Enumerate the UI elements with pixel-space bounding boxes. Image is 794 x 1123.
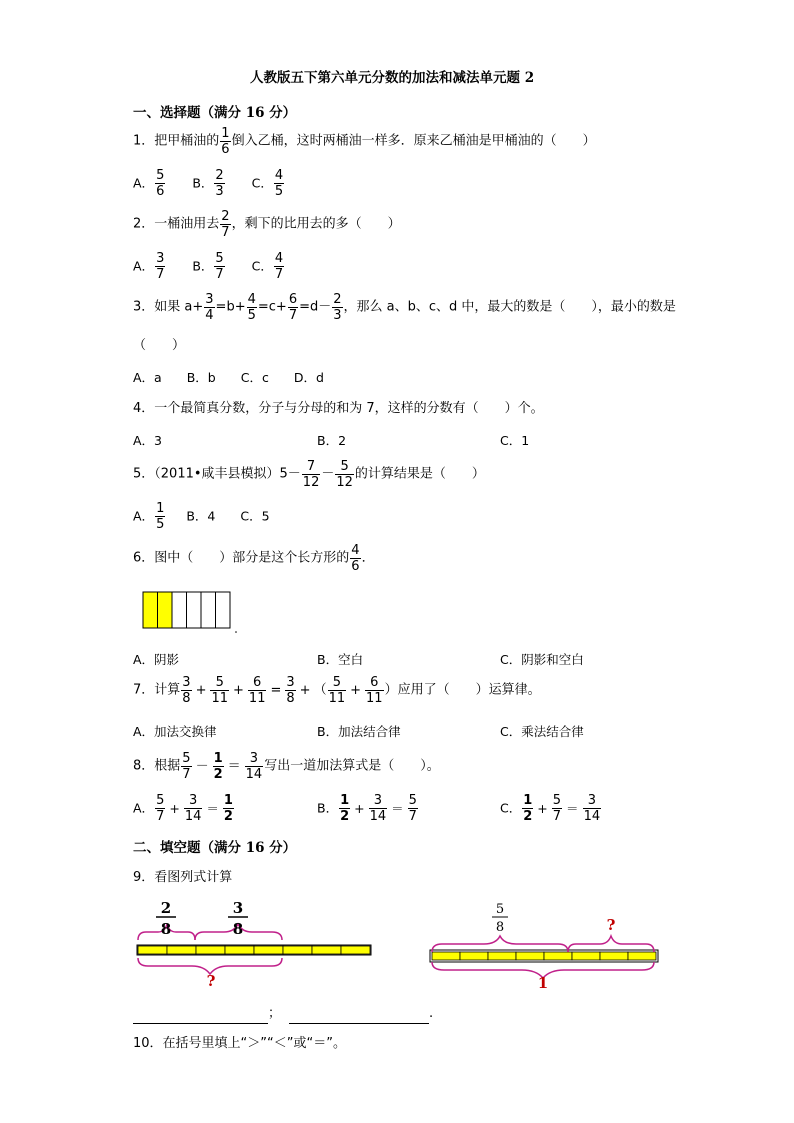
bar-cell <box>628 952 656 960</box>
figure-dot <box>235 631 237 633</box>
bar-cell <box>312 946 341 954</box>
label-five-eighths-num: 5 <box>495 902 505 917</box>
question-8-option-a: A． $\frac{5}{7}$ + $\frac{3}{14}$ ＝ $\frac{1}{2}$ <box>133 793 233 824</box>
label-three-eighths-den: 8 <box>232 920 244 938</box>
rectangle-cell-shaded <box>158 592 173 628</box>
bar-diagram-right <box>426 900 662 992</box>
question-7-option-c: C．乘法结合律 <box>500 724 584 739</box>
answer-blank-2[interactable] <box>289 1023 429 1024</box>
question-5: 5．（2011•咸丰县模拟）5－ $\frac{7}{12}$ － $\frac{5}{12}$ 的计算结果是（ ） <box>133 459 485 490</box>
label-five-eighths-den: 8 <box>495 920 505 935</box>
question-mark-right: ? <box>606 916 616 934</box>
question-7-option-b: B．加法结合律 <box>317 724 401 739</box>
bar-cell <box>138 946 167 954</box>
rectangle-cell-blank <box>187 592 202 628</box>
rectangle-svg <box>142 591 242 633</box>
rectangle-cell-shaded <box>143 592 158 628</box>
bar-left-cells <box>137 945 371 955</box>
answer-end: . <box>429 1006 434 1021</box>
rectangle-figure <box>142 591 230 628</box>
bar-cell <box>432 952 460 960</box>
label-two-eighths-num: 2 <box>160 899 172 917</box>
rectangle-cell-blank <box>201 592 216 628</box>
page-title: 人教版五下第六单元分数的加法和减法单元题 2 <box>250 70 535 86</box>
question-1: 1．把甲桶油的 $\frac{1}{6}$ 倒入乙桶，这时两桶油一样多．原来乙桶油是甲桶油的（ ） <box>133 126 596 157</box>
question-1-options: A． $\frac{5}{6}$ B． $\frac{2}{3}$ C． $\frac{4}{5}$ <box>133 168 284 199</box>
bar-cell <box>488 952 516 960</box>
question-4-option-a: A．3 <box>133 433 163 448</box>
question-2: 2．一桶油用去 $\frac{2}{7}$ ，剩下的比用去的多（ ） <box>133 209 401 240</box>
question-4: 4．一个最简真分数，分子与分母的和为 7，这样的分数有（ ）个。 <box>133 401 544 416</box>
question-9: 9．看图列式计算 <box>133 870 233 885</box>
bar-cell <box>544 952 572 960</box>
question-7: 7．计算 $\frac{3}{8}$ + $\frac{5}{11}$ + $\frac{6}{11}$ = $\frac{3}{8}$ + （ $\frac{5}{11}$ + $\frac{6}{11}$ ）应用了（ ）运算律。 <box>133 675 541 706</box>
question-7-option-a: A．加法交换律 <box>133 724 217 739</box>
question-2-options: A． $\frac{3}{7}$ B． $\frac{5}{7}$ C． $\frac{4}{7}$ <box>133 251 284 282</box>
label-three-eighths-num: 3 <box>232 899 244 917</box>
bar-cell <box>254 946 283 954</box>
question-6-option-a: A．阴影 <box>133 652 180 667</box>
question-8-option-c: C． $\frac{1}{2}$ + $\frac{5}{7}$ ＝ $\frac{3}{14}$ <box>500 793 601 824</box>
bar-cell <box>167 946 196 954</box>
question-3: 3．如果 a+ $\frac{3}{4}$ =b+ $\frac{4}{5}$ =c+ $\frac{6}{7}$ =d－ $\frac{2}{3}$ ，那么 a、b、c、d 中，最大的数是（ ），最小的数是 <box>133 292 676 323</box>
bar-diagram-left-svg <box>130 896 380 992</box>
question-5-options: A． $\frac{1}{5}$ B．4 C．5 <box>133 501 270 532</box>
bar-cell <box>225 946 254 954</box>
bar-cell <box>341 946 370 954</box>
question-8: 8．根据 $\frac{5}{7}$ － $\frac{1}{2}$ ＝ $\frac{3}{14}$ 写出一道加法算式是（ ）。 <box>133 751 440 782</box>
bar-cell <box>196 946 225 954</box>
question-mark-left: ? <box>206 972 216 990</box>
bar-cell <box>516 952 544 960</box>
answer-blank-1[interactable] <box>133 1023 268 1024</box>
question-4-option-b: B．2 <box>317 433 347 448</box>
rectangle-cell-blank <box>216 592 231 628</box>
label-total-one: 1 <box>537 974 549 992</box>
section-heading-fill: 二、填空题（满分 16 分） <box>133 840 297 856</box>
question-8-option-b: B． $\frac{1}{2}$ + $\frac{3}{14}$ ＝ $\frac{5}{7}$ <box>317 793 417 824</box>
question-4-option-c: C．1 <box>500 433 530 448</box>
question-3-continued: （ ） <box>133 338 186 353</box>
bar-cell <box>283 946 312 954</box>
question-6-option-c: C．阴影和空白 <box>500 652 584 667</box>
bar-diagram-left <box>130 896 380 992</box>
question-6: 6．图中（ ）部分是这个长方形的 $\frac{4}{6}$ ． <box>133 543 375 574</box>
bar-cell <box>572 952 600 960</box>
answer-separator: ； <box>268 1006 282 1021</box>
rectangle-cell-blank <box>172 592 187 628</box>
question-10: 10．在括号里填上“＞”“＜”或“＝”。 <box>133 1036 346 1051</box>
bar-right-cells <box>430 950 658 962</box>
answer-lines <box>133 1004 433 1024</box>
question-6-option-b: B．空白 <box>317 652 364 667</box>
bar-cell <box>460 952 488 960</box>
bar-diagram-right-svg <box>426 900 662 992</box>
label-two-eighths-den: 8 <box>160 920 172 938</box>
bar-cell <box>600 952 628 960</box>
section-heading-choice: 一、选择题（满分 16 分） <box>133 105 297 121</box>
question-3-options: A．a B．b C．c D．d <box>133 370 324 385</box>
